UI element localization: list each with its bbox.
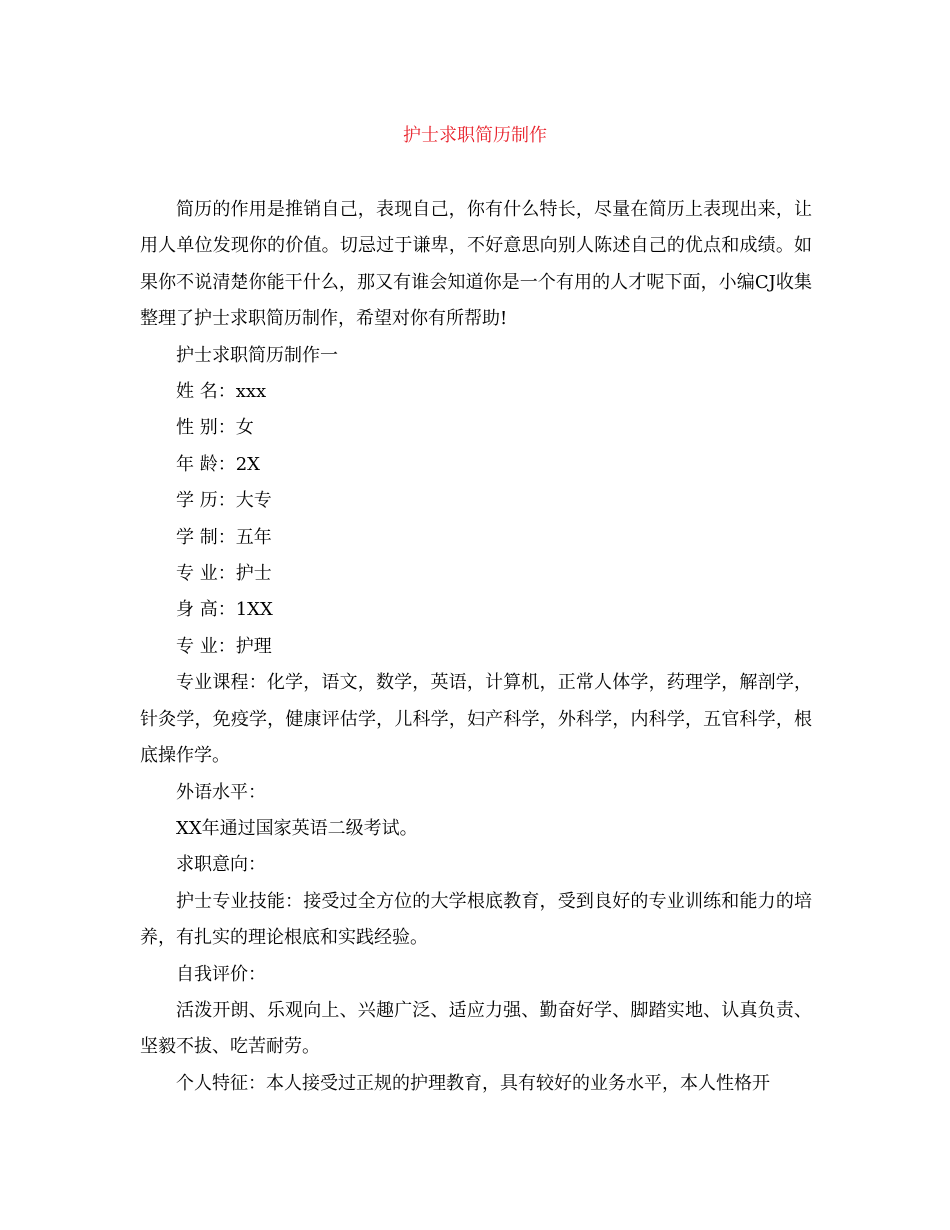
field-courses: 专业课程：化学，语文，数学，英语，计算机，正常人体学，药理学，解剖学，针灸学，免疫学，健康评估学，儿科学，妇产科学，外科学，内科学，五官科学，根底操作学。	[140, 672, 812, 767]
document-body	[140, 192, 812, 1102]
document-title: 护士求职简历制作	[403, 125, 547, 146]
field-name: 姓 名：xxx	[176, 381, 267, 403]
self-evaluation-detail: 活泼开朗、乐观向上、兴趣广泛、适应力强、勤奋好学、脚踏实地、认真负责、坚毅不拔、吃苦耐劳。	[140, 999, 812, 1058]
field-age: 年 龄：2X	[176, 453, 260, 475]
field-major-2: 专 业：护理	[176, 635, 272, 657]
label-job-intention: 求职意向：	[176, 854, 266, 876]
language-level-detail: XX年通过国家英语二级考试。	[176, 817, 418, 839]
field-nursing-skills: 护士专业技能：接受过全方位的大学根底教育，受到良好的专业训练和能力的培养，有扎实的理论根底和实践经验。	[140, 890, 812, 949]
label-language-level: 外语水平：	[176, 781, 266, 803]
intro-paragraph: 简历的作用是推销自己，表现自己，你有什么特长，尽量在简历上表现出来，让用人单位发现你的价值。切忌过于谦卑，不好意思向别人陈述自己的优点和成绩。如果你不说清楚你能干什么，那又有谁会知道你是一个有用的人才呢下面，小编CJ收集整理了护士求职简历制作，希望对你有所帮助!	[140, 199, 813, 330]
section-heading-resume-one: 护士求职简历制作一	[176, 344, 338, 366]
field-gender: 性 别：女	[176, 417, 254, 439]
field-height: 身 高：1XX	[176, 599, 273, 621]
field-program-length: 学 制：五年	[176, 526, 272, 548]
field-personal-traits: 个人特征：本人接受过正规的护理教育，具有较好的业务水平，本人性格开	[176, 1072, 770, 1094]
field-education: 学 历：大专	[176, 490, 272, 512]
label-self-evaluation: 自我评价：	[176, 963, 266, 985]
field-major: 专 业：护士	[176, 563, 272, 585]
